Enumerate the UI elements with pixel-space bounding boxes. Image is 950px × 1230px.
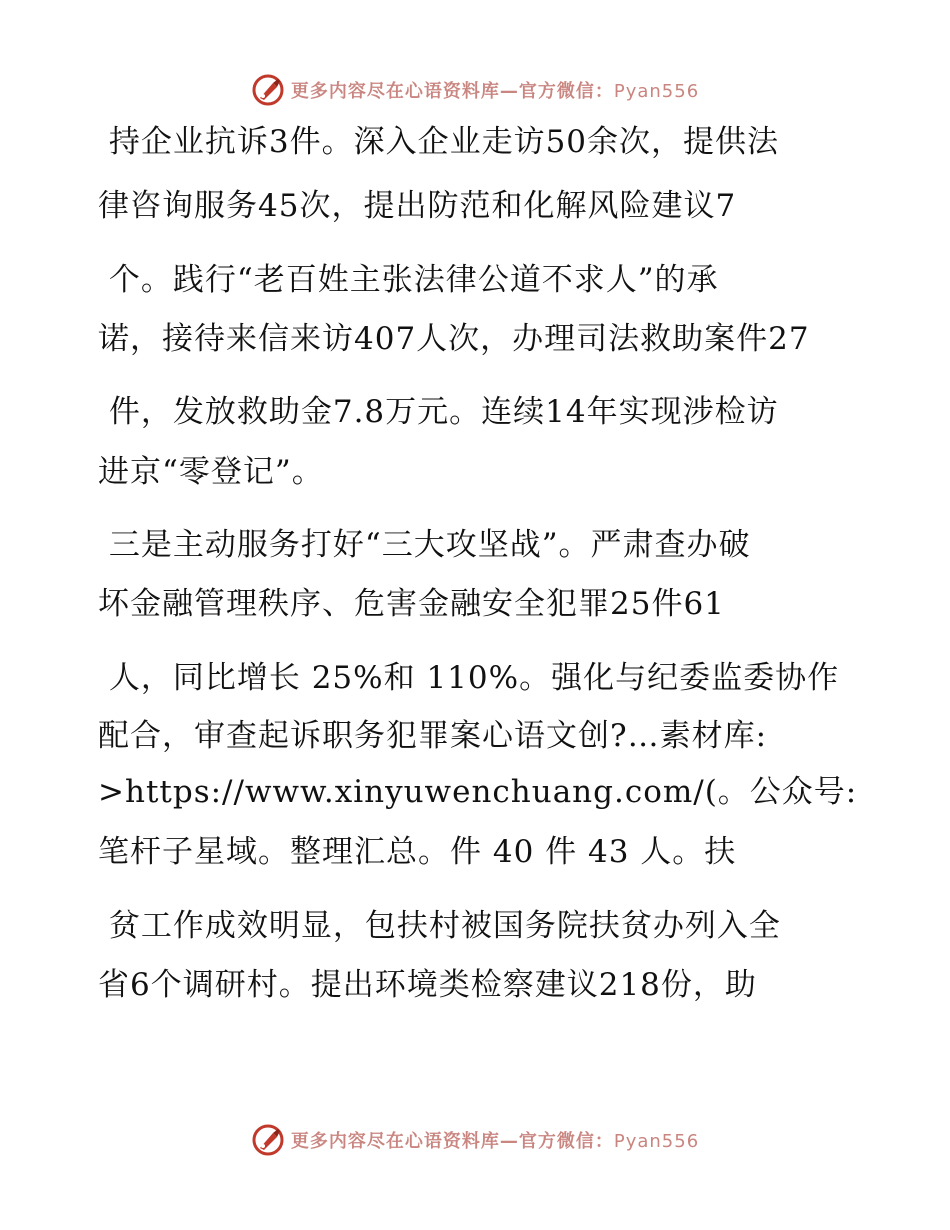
body-line: 诺，接待来信来访407人次，办理司法救助案件27: [98, 321, 810, 357]
pen-nib-logo-icon: [251, 1123, 285, 1157]
body-line: 省6个调研村。提出环境类检察建议218份，助: [98, 967, 757, 1003]
header-watermark-text: 更多内容尽在心语资料库—官方微信：Pyan556: [290, 81, 700, 102]
body-line: 三是主动服务打好“三大攻坚战”。严肃查办破: [98, 527, 751, 563]
footer-watermark-text: 更多内容尽在心语资料库—官方微信：Pyan556: [290, 1131, 700, 1152]
footer-wechat-handle: Pyan556: [613, 1131, 700, 1152]
body-line: 个。践行“老百姓主张法律公道不求人”的承: [98, 262, 719, 298]
pen-nib-logo-icon: [251, 73, 285, 107]
body-line: 件，发放救助金7.8万元。连续14年实现涉检访: [98, 394, 779, 430]
body-line: 持企业抗诉3件。深入企业走访50余次，提供法: [98, 124, 780, 160]
body-line: 贫工作成效明显，包扶村被国务院扶贫办列入全: [98, 908, 781, 944]
body-line: 坏金融管理秩序、危害金融安全犯罪25件61: [98, 586, 725, 622]
body-line: 进京“零登记”。: [98, 454, 324, 490]
body-line: 笔杆子星域。整理汇总。件 40 件 43 人。扶: [98, 834, 737, 870]
footer-watermark: [0, 1120, 950, 1160]
body-line: 律咨询服务45次，提出防范和化解风险建议7: [98, 188, 737, 224]
body-line: 人，同比增长 25%和 110%。强化与纪委监委协作: [98, 660, 840, 696]
header-watermark: [0, 70, 950, 110]
body-line: 配合，审查起诉职务犯罪案心语文创?…素材库:: [98, 718, 768, 754]
header-wechat-handle: Pyan556: [613, 81, 700, 102]
body-line: >https://www.xinyuwenchuang.com/(。公众号:: [98, 774, 858, 810]
